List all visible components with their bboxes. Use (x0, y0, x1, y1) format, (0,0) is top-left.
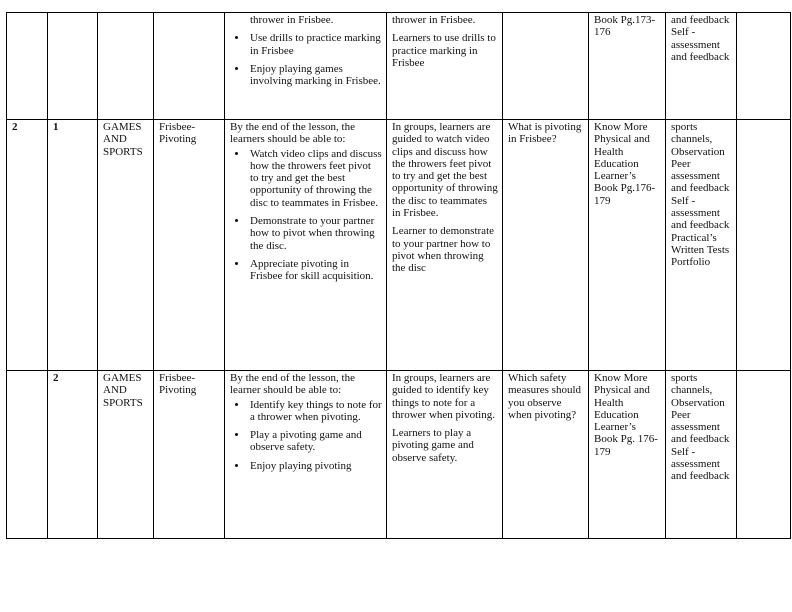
inquiry-cell: What is pivoting in Frisbee? (503, 120, 589, 371)
outcome-item: • Use drills to practice marking in Frisbee (248, 32, 382, 57)
experience-text: In groups, learners are guided to watch video clips and discuss how the throwers feet pivot to try and get the best opportunity of throwing the disc to teammates in Frisbee. (392, 121, 498, 220)
outcome-item: thrower in Frisbee. (250, 14, 334, 26)
outcome-item: • Watch video clips and discuss how the throwers feet pivot to try and get the best opportunity of throwing the disc to teammates in Frisbee. (248, 148, 382, 209)
remarks-cell (737, 120, 791, 371)
lesson-cell: 1 (48, 120, 98, 371)
sub-strand-cell (154, 13, 225, 120)
outcome-item: • Demonstrate to your partner how to pivot when throwing the disc. (248, 215, 382, 252)
table-row (7, 13, 791, 120)
table-row (7, 120, 791, 371)
remarks-cell (737, 371, 791, 539)
resources-cell: Know More Physical and Health Education Learner’s Book Pg.176-179 (589, 120, 666, 371)
assessment-cell: and feedback Self - assessment and feedback (666, 13, 737, 120)
lesson-cell (48, 13, 98, 120)
experience-text: Learners to play a pivoting game and observe safety. (392, 427, 474, 464)
week-cell (7, 13, 48, 120)
experience-text: In groups, learners are guided to identify key things to note for a thrower when pivoting. (392, 372, 495, 421)
experiences-cell (387, 371, 503, 539)
strand-cell (98, 13, 154, 120)
experiences-cell (387, 13, 503, 120)
scheme-of-work-table (6, 12, 791, 539)
lesson-cell: 2 (48, 371, 98, 539)
resources-cell: Book Pg.173-176 (589, 13, 666, 120)
outcome-item: • Enjoy playing pivoting (248, 460, 382, 472)
strand-cell: GAMES AND SPORTS (98, 120, 154, 371)
sub-strand-cell: Frisbee-Pivoting (154, 120, 225, 371)
experiences-cell (387, 120, 503, 371)
table-row (7, 371, 791, 539)
outcomes-cell (225, 371, 387, 539)
sub-strand-cell: Frisbee-Pivoting (154, 371, 225, 539)
resources-cell: Know More Physical and Health Education Learner’s Book Pg. 176-179 (589, 371, 666, 539)
week-cell: 2 (7, 120, 48, 371)
outcomes-intro: By the end of the lesson, the learners should be able to: (230, 121, 355, 146)
week-cell (7, 371, 48, 539)
outcome-item: • Identify key things to note for a thrower when pivoting. (248, 399, 382, 424)
outcome-item: • Enjoy playing games involving marking in Frisbee. (248, 63, 382, 88)
inquiry-cell: Which safety measures should you observe when pivoting? (503, 371, 589, 539)
experience-text: Learners to use drills to practice marking in Frisbee (392, 32, 496, 69)
remarks-cell (737, 13, 791, 120)
outcome-item: • Appreciate pivoting in Frisbee for skill acquisition. (248, 258, 382, 283)
experience-text: thrower in Frisbee. (392, 14, 476, 26)
outcomes-cell (225, 120, 387, 371)
outcome-item: • Play a pivoting game and observe safety. (248, 429, 382, 454)
assessment-cell: sports channels, Observation Peer assessment and feedback Self - assessment and feedback Practical’s Written Tests Portfolio (666, 120, 737, 371)
assessment-cell: sports channels, Observation Peer assessment and feedback Self - assessment and feedback (666, 371, 737, 539)
inquiry-cell (503, 13, 589, 120)
outcomes-intro: By the end of the lesson, the learner should be able to: (230, 372, 355, 397)
outcomes-cell (225, 13, 387, 120)
strand-cell: GAMES AND SPORTS (98, 371, 154, 539)
experience-text: Learner to demonstrate to your partner how to pivot when throwing the disc (392, 225, 495, 275)
